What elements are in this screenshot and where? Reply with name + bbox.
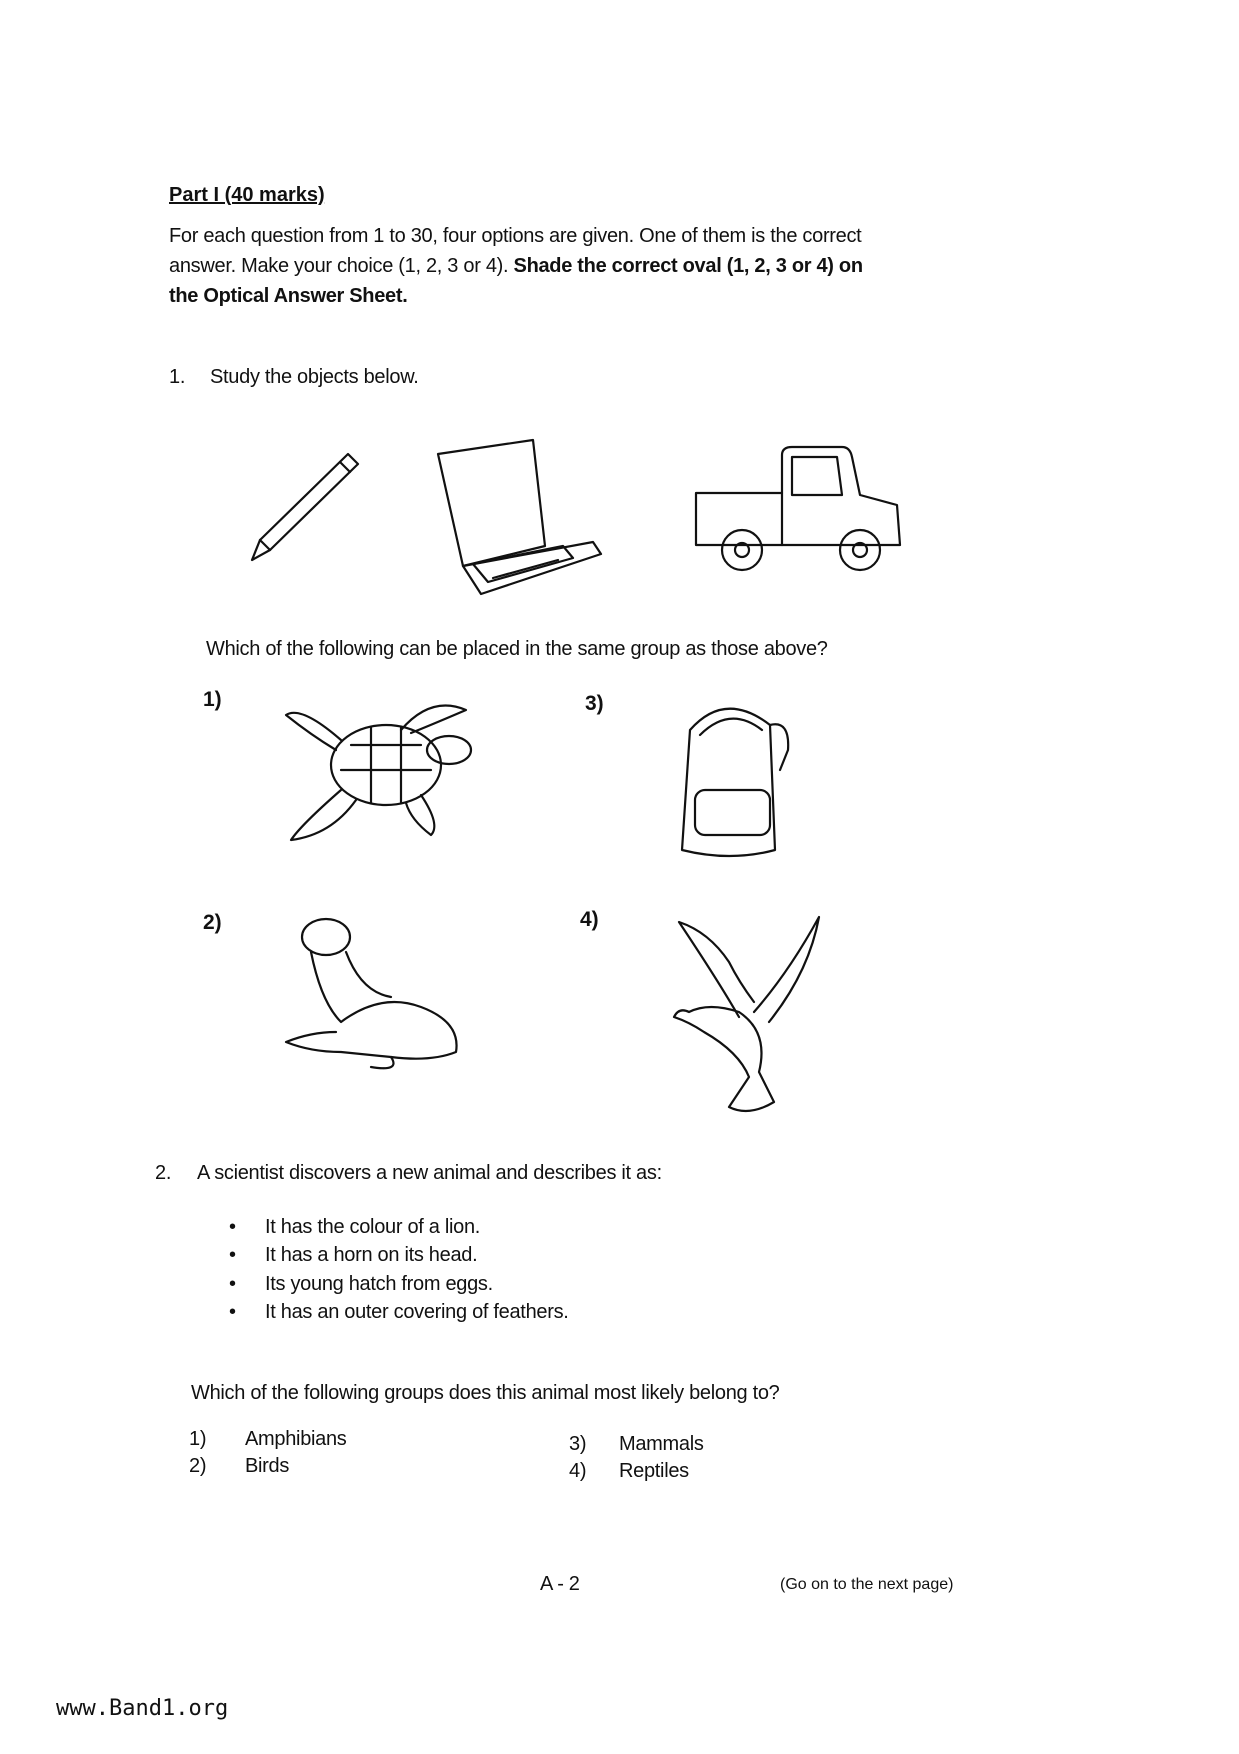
- q2-option-3-text: Mammals: [619, 1433, 704, 1455]
- pencil-icon: [248, 450, 363, 565]
- q2-option-1-text: Amphibians: [245, 1428, 347, 1450]
- website-watermark: www.Band1.org: [56, 1696, 229, 1721]
- q1-option-2-label: 2): [203, 911, 222, 934]
- q1-stem: Study the objects below.: [210, 366, 419, 388]
- laptop-icon: [433, 436, 603, 601]
- page-number: A - 2: [540, 1573, 580, 1595]
- q2-option-4-label: 4): [569, 1460, 587, 1482]
- truck-icon: [692, 445, 907, 575]
- bullet-icon: •: [229, 1216, 236, 1238]
- q1-option-4-label: 4): [580, 908, 599, 931]
- dove-icon: [659, 912, 824, 1117]
- instruction-plain: answer. Make your choice (1, 2, 3 or 4).: [169, 255, 514, 277]
- q2-option-2-label: 2): [189, 1455, 207, 1477]
- q2-option-4-text: Reptiles: [619, 1460, 689, 1482]
- seal-icon: [281, 912, 466, 1072]
- backpack-icon: [670, 690, 795, 862]
- q2-bullet: Its young hatch from eggs.: [265, 1273, 493, 1295]
- bullet-icon: •: [229, 1273, 236, 1295]
- q1-option-1-label: 1): [203, 688, 222, 711]
- turtle-icon: [281, 695, 476, 845]
- q2-bullet: It has a horn on its head.: [265, 1244, 478, 1266]
- part-title: Part I (40 marks): [169, 184, 325, 206]
- q2-question: Which of the following groups does this animal most likely belong to?: [191, 1382, 780, 1404]
- q2-bullet: It has an outer covering of feathers.: [265, 1301, 569, 1323]
- instruction-line-1: For each question from 1 to 30, four options are given. One of them is the correct: [169, 225, 862, 247]
- instruction-line-2: [169, 255, 863, 278]
- q2-number: 2.: [155, 1162, 172, 1184]
- q2-option-2-text: Birds: [245, 1455, 290, 1477]
- q2-option-3-label: 3): [569, 1433, 587, 1455]
- q2-option-1-label: 1): [189, 1428, 207, 1450]
- q1-question: Which of the following can be placed in the same group as those above?: [206, 638, 828, 660]
- bullet-icon: •: [229, 1301, 236, 1323]
- continue-note: (Go on to the next page): [780, 1576, 954, 1593]
- q1-number: 1.: [169, 366, 186, 388]
- q1-option-3-label: 3): [585, 692, 604, 715]
- q2-bullet: It has the colour of a lion.: [265, 1216, 481, 1238]
- q2-stem: A scientist discovers a new animal and describes it as:: [197, 1162, 662, 1184]
- bullet-icon: •: [229, 1244, 236, 1266]
- instruction-bold: Shade the correct oval (1, 2, 3 or 4) on: [513, 255, 863, 277]
- instruction-line-3: the Optical Answer Sheet.: [169, 285, 408, 307]
